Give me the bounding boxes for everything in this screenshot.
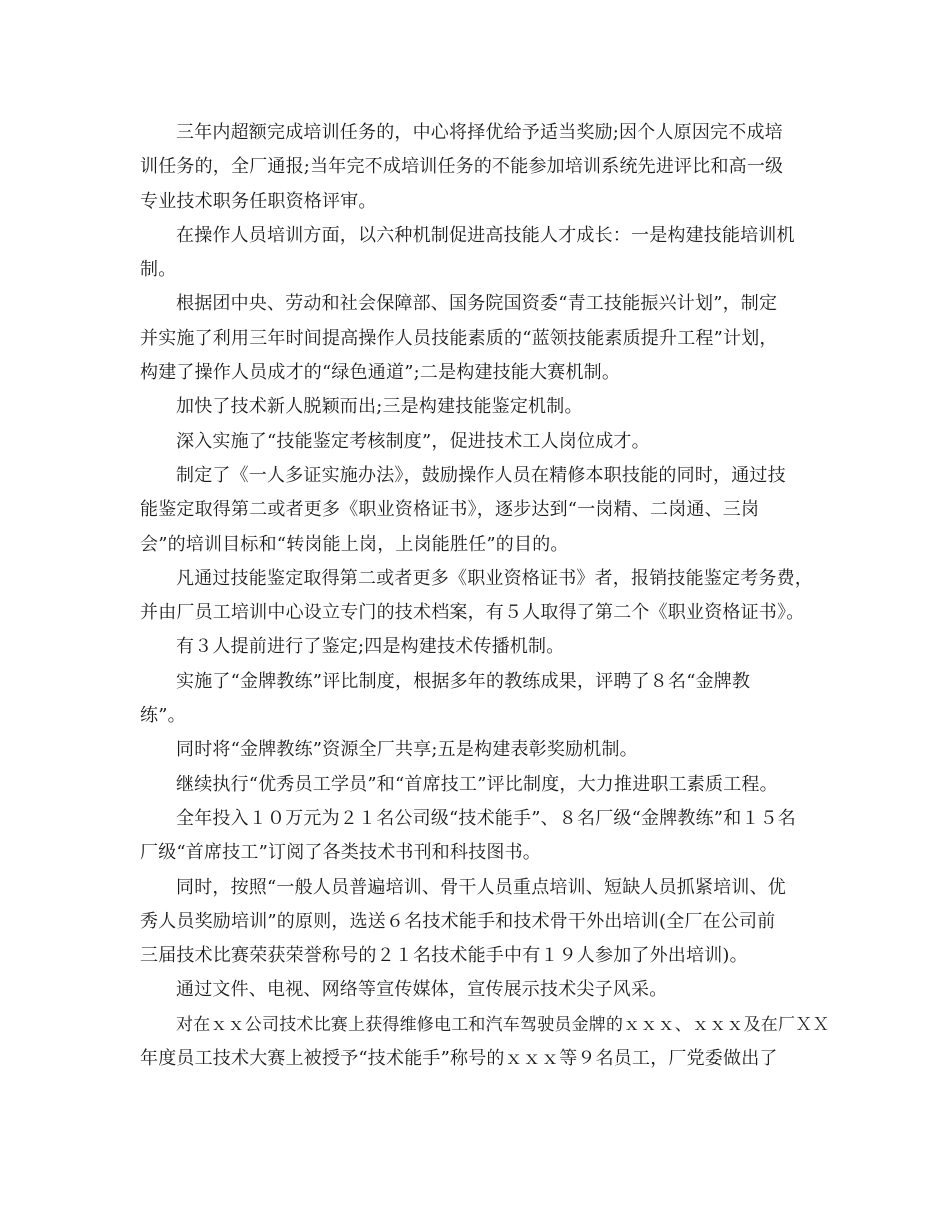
paragraph-line: 能鉴定取得第二或者更多《职业资格证书》，逐步达到“一岗精、二岗通、三岗	[140, 499, 760, 521]
document-body	[140, 116, 830, 1076]
paragraph-first-line: 继续执行“优秀员工学员”和“首席技工”评比制度，大力推进职工素质工程。	[176, 773, 778, 795]
paragraph-line: 秀人员奖励培训”的原则，选送６名技术能手和技术骨干外出培训(全厂在公司前	[140, 910, 776, 932]
paragraph-line: 专业技术职务任职资格评审。	[140, 190, 377, 212]
paragraph-line: 并实施了利用三年时间提高操作人员技能素质的“蓝领技能素质提升工程”计划，	[140, 327, 778, 349]
paragraph-first-line: 同时将“金牌教练”资源全厂共享;五是构建表彰奖励机制。	[176, 739, 638, 761]
paragraph-first-line: 全年投入１０万元为２１名公司级“技术能手”、８名厂级“金牌教练”和１５名	[176, 807, 797, 829]
paragraph-line: 制。	[140, 259, 177, 281]
paragraph-line: 厂级“首席技工”订阅了各类技术书刊和科技图书。	[140, 842, 542, 864]
paragraph-first-line: 实施了“金牌教练”评比制度，根据多年的教练成果，评聘了８名“金牌教	[176, 670, 751, 692]
paragraph-first-line: 制定了《一人多证实施办法》，鼓励操作人员在精修本职技能的同时，通过技	[176, 464, 786, 486]
paragraph-first-line: 凡通过技能鉴定取得第二或者更多《职业资格证书》者，报销技能鉴定考务费，	[176, 567, 813, 589]
paragraph-line: 练”。	[140, 705, 186, 727]
paragraph-first-line: 加快了技术新人脱颖而出;三是构建技能鉴定机制。	[176, 396, 583, 418]
paragraph-first-line: 在操作人员培训方面，以六种机制促进高技能人才成长：一是构建技能培训机	[176, 224, 795, 246]
paragraph-line: 并由厂员工培训中心设立专门的技术档案，有５人取得了第二个《职业资格证书》。	[140, 602, 805, 624]
paragraph-line: 三届技术比赛荣获荣誉称号的２１名技术能手中有１９人参加了外出培训)。	[140, 945, 748, 967]
paragraph-first-line: 同时，按照“一般人员普遍培训、骨干人员重点培训、短缺人员抓紧培训、优	[176, 876, 786, 898]
paragraph-first-line: 深入实施了“技能鉴定考核制度”，促进技术工人岗位成才。	[176, 430, 650, 452]
paragraph-line: 训任务的，全厂通报;当年完不成培训任务的不能参加培训系统先进评比和高一级	[140, 156, 784, 178]
paragraph-first-line: 通过文件、电视、网络等宣传媒体，宣传展示技术尖子风采。	[176, 979, 668, 1001]
paragraph-line: 会”的培训目标和“转岗能上岗，上岗能胜任”的目的。	[140, 533, 569, 555]
paragraph-first-line: 根据团中央、劳动和社会保障部、国务院国资委“青工技能振兴计划”，制定	[176, 293, 778, 315]
paragraph-first-line: 三年内超额完成培训任务的，中心将择优给予适当奖励;因个人原因完不成培	[176, 122, 783, 143]
paragraph-first-line: 对在ｘｘ公司技术比赛上获得维修电工和汽车驾驶员金牌的ｘｘｘ、ｘｘｘ及在厂ＸＸ	[176, 1014, 830, 1035]
paragraph-line: 年度员工技术大赛上被授予“技术能手”称号的ｘｘｘ等９名员工，厂党委做出了	[140, 1048, 778, 1070]
paragraph-line: 构建了操作人员成才的“绿色通道”;二是构建技能大赛机制。	[140, 362, 621, 384]
paragraph-first-line: 有３人提前进行了鉴定;四是构建技术传播机制。	[176, 636, 565, 658]
